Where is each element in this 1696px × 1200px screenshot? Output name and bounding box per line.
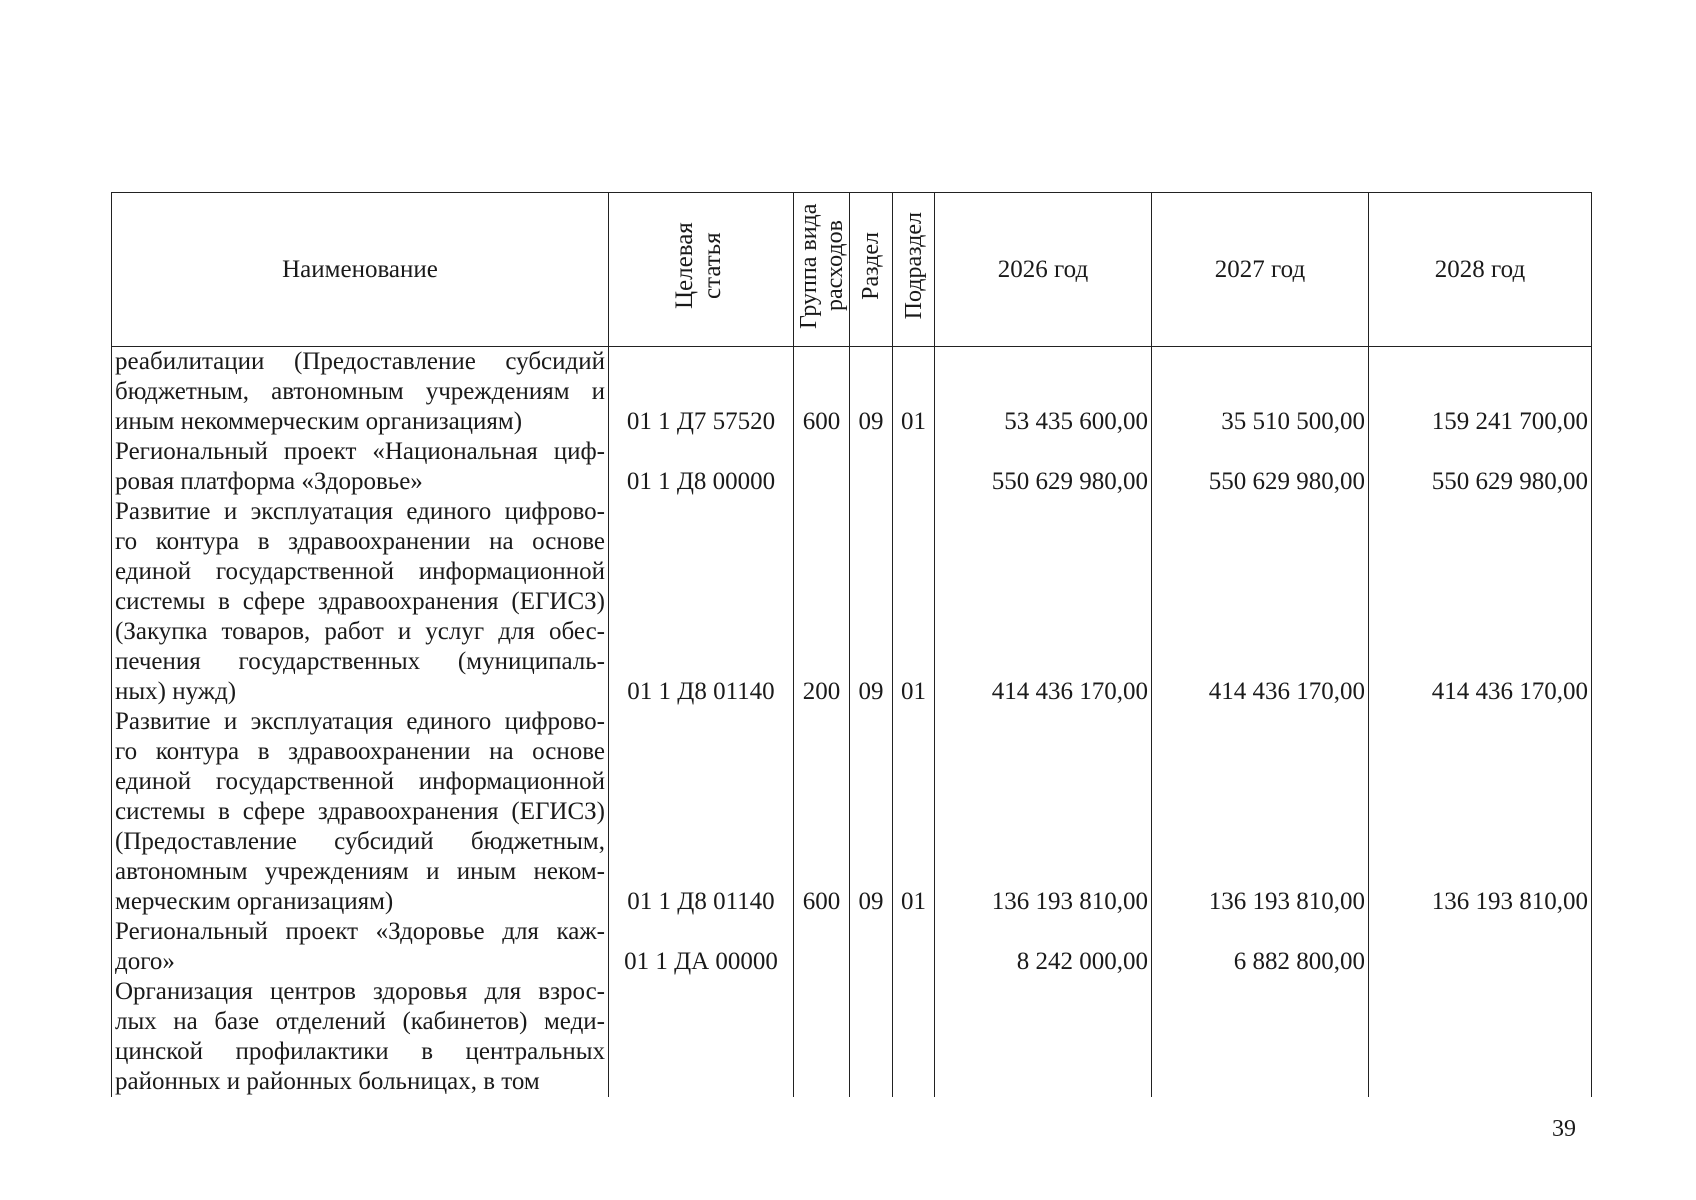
cell-group: 600	[794, 347, 850, 438]
cell-y3	[1369, 977, 1592, 1097]
header-subsection	[893, 193, 935, 347]
cell-y2: 550 629 980,00	[1152, 437, 1369, 497]
cell-name	[112, 497, 609, 707]
cell-subsection	[893, 977, 935, 1097]
cell-y1: 8 242 000,00	[935, 917, 1152, 977]
cell-y2: 35 510 500,00	[1152, 347, 1369, 438]
cell-section	[850, 437, 893, 497]
cell-y1: 414 436 170,00	[935, 497, 1152, 707]
cell-y1: 550 629 980,00	[935, 437, 1152, 497]
cell-subsection: 01	[893, 497, 935, 707]
name-line: (Предоставление субсидий бюджетным,	[115, 828, 605, 855]
cell-y1	[935, 977, 1152, 1097]
cell-group	[794, 977, 850, 1097]
header-group-label: Группа вида расходов	[795, 202, 848, 329]
name-line: го контура в здравоохранении на основе	[115, 528, 605, 555]
cell-group	[794, 437, 850, 497]
cell-y2: 136 193 810,00	[1152, 707, 1369, 917]
name-line: мерческим организациям)	[115, 888, 394, 915]
header-group	[794, 193, 850, 347]
table-body	[112, 347, 1592, 1098]
name-line: цинской профилактики в центральных	[115, 1038, 605, 1065]
cell-target: 01 1 Д8 00000	[609, 437, 794, 497]
cell-target	[609, 977, 794, 1097]
name-line: Развитие и эксплуатация единого цифрово-	[115, 498, 605, 525]
cell-name	[112, 437, 609, 497]
cell-subsection	[893, 917, 935, 977]
table-row	[112, 917, 1592, 977]
header-section	[850, 193, 893, 347]
cell-y1: 136 193 810,00	[935, 707, 1152, 917]
cell-name	[112, 917, 609, 977]
header-target-label: Целевая статья	[671, 222, 726, 309]
name-line: го контура в здравоохранении на основе	[115, 738, 605, 765]
header-year-2027: 2027 год	[1152, 193, 1369, 347]
cell-y3	[1369, 917, 1592, 977]
page-number: 39	[1552, 1116, 1576, 1142]
table-row	[112, 977, 1592, 1097]
name-line: ровая платформа «Здоровье»	[115, 468, 423, 495]
cell-name	[112, 707, 609, 917]
table-row	[112, 707, 1592, 917]
cell-target: 01 1 Д7 57520	[609, 347, 794, 438]
name-line: Региональный проект «Национальная циф-	[115, 438, 605, 465]
cell-subsection	[893, 437, 935, 497]
cell-name	[112, 977, 609, 1097]
name-line: дого»	[115, 948, 175, 975]
cell-target: 01 1 Д8 01140	[609, 707, 794, 917]
cell-group	[794, 917, 850, 977]
cell-section: 09	[850, 347, 893, 438]
name-line: автономным учреждениям и иным неком-	[115, 858, 605, 885]
name-line: Развитие и эксплуатация единого цифрово-	[115, 708, 605, 735]
cell-subsection: 01	[893, 347, 935, 438]
name-line: системы в сфере здравоохранения (ЕГИСЗ)	[115, 798, 605, 825]
header-section-label: Раздел	[858, 231, 884, 300]
name-line: единой государственной информационной	[115, 558, 605, 585]
name-line: лых на базе отделений (кабинетов) меди-	[115, 1008, 605, 1035]
name-line: иным некоммерческим организациям)	[115, 408, 523, 435]
cell-y2	[1152, 977, 1369, 1097]
cell-y1: 53 435 600,00	[935, 347, 1152, 438]
table-row	[112, 347, 1592, 438]
cell-y3: 550 629 980,00	[1369, 437, 1592, 497]
cell-section: 09	[850, 497, 893, 707]
cell-target: 01 1 ДА 00000	[609, 917, 794, 977]
header-name: Наименование	[112, 193, 609, 347]
cell-section	[850, 977, 893, 1097]
cell-name	[112, 347, 609, 438]
table-header	[112, 193, 1592, 347]
header-target	[609, 193, 794, 347]
cell-section: 09	[850, 707, 893, 917]
budget-table	[111, 192, 1592, 1097]
budget-table-container	[111, 192, 1591, 1095]
cell-group: 200	[794, 497, 850, 707]
header-subsection-label: Подраздел	[900, 211, 927, 320]
cell-y3: 136 193 810,00	[1369, 707, 1592, 917]
name-line: единой государственной информационной	[115, 768, 605, 795]
name-line: (Закупка товаров, работ и услуг для обес-	[115, 618, 605, 645]
cell-y3: 159 241 700,00	[1369, 347, 1592, 438]
cell-target: 01 1 Д8 01140	[609, 497, 794, 707]
name-line: реабилитации (Предоставление субсидий	[115, 348, 605, 375]
table-row	[112, 497, 1592, 707]
table-row	[112, 437, 1592, 497]
cell-subsection: 01	[893, 707, 935, 917]
header-year-2028: 2028 год	[1369, 193, 1592, 347]
name-line: печения государственных (муниципаль-	[115, 648, 605, 675]
name-line: районных и районных больницах, в том	[115, 1068, 540, 1095]
name-line: системы в сфере здравоохранения (ЕГИСЗ)	[115, 588, 605, 615]
name-line: Организация центров здоровья для взрос-	[115, 978, 605, 1005]
cell-group: 600	[794, 707, 850, 917]
cell-y3: 414 436 170,00	[1369, 497, 1592, 707]
cell-section	[850, 917, 893, 977]
name-line: ных) нужд)	[115, 678, 237, 705]
header-year-2026: 2026 год	[935, 193, 1152, 347]
cell-y2: 414 436 170,00	[1152, 497, 1369, 707]
name-line: Региональный проект «Здоровье для каж-	[115, 918, 605, 945]
name-line: бюджетным, автономным учреждениям и	[115, 378, 605, 405]
cell-y2: 6 882 800,00	[1152, 917, 1369, 977]
